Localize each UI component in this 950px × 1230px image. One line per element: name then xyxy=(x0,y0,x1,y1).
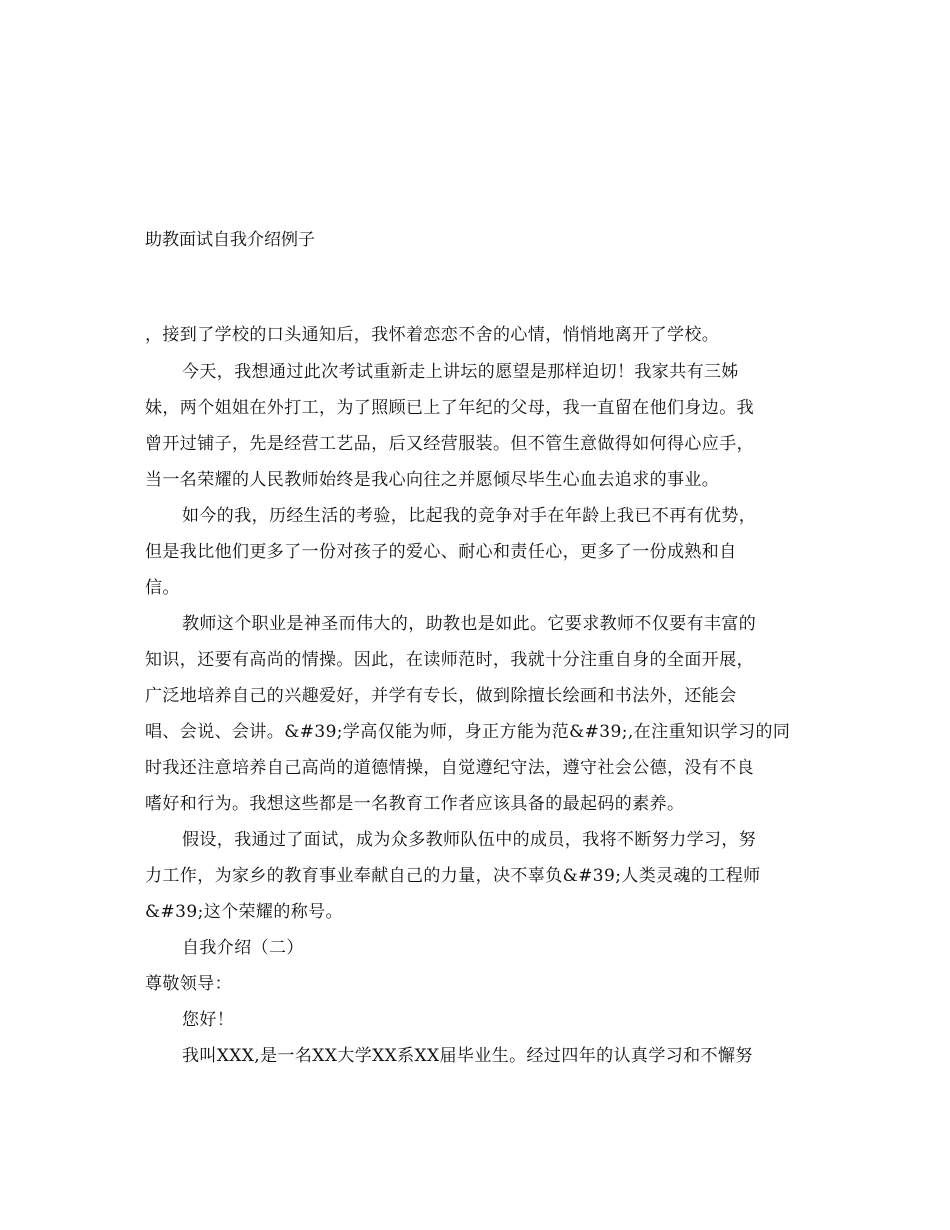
section-heading: 自我介绍（二） xyxy=(182,938,304,958)
paragraph-line: 曾开过铺子，先是经营工艺品，后又经营服装。但不管生意做得如何得心应手， xyxy=(145,434,754,454)
paragraph-line: &#39;这个荣耀的称号。 xyxy=(145,902,343,922)
paragraph-line: 教师这个职业是神圣而伟大的，助教也是如此。它要求教师不仅要有丰富的 xyxy=(182,614,757,634)
paragraph-line: 但是我比他们更多了一份对孩子的爱心、耐心和责任心，更多了一份成熟和自 xyxy=(145,542,737,562)
greeting: 您好！ xyxy=(182,1010,235,1030)
salutation: 尊敬领导： xyxy=(145,974,232,994)
paragraph-line: 广泛地培养自己的兴趣爱好，并学有专长，做到除擅长绘画和书法外，还能会 xyxy=(145,686,737,706)
paragraph-line: 我叫XXX,是一名XX大学XX系XX届毕业生。经过四年的认真学习和不懈努 xyxy=(182,1046,753,1066)
paragraph-line: 当一名荣耀的人民教师始终是我心向往之并愿倾尽毕生心血去追求的事业。 xyxy=(145,470,720,490)
paragraph-line: 妹，两个姐姐在外打工，为了照顾已上了年纪的父母，我一直留在他们身边。我 xyxy=(145,398,754,418)
paragraph-line: ，接到了学校的口头通知后，我怀着恋恋不舍的心情，悄悄地离开了学校。 xyxy=(145,325,720,345)
paragraph-line: 假设，我通过了面试，成为众多教师队伍中的成员，我将不断努力学习，努 xyxy=(182,830,757,850)
paragraph-line: 唱、会说、会讲。&#39;学高仅能为师，身正方能为范&#39;,在注重知识学习的同 xyxy=(145,722,791,742)
document-title: 助教面试自我介绍例子 xyxy=(145,230,315,250)
paragraph-line: 时我还注意培养自己高尚的道德情操，自觉遵纪守法，遵守社会公德，没有不良 xyxy=(145,758,754,778)
paragraph-line: 力工作，为家乡的教育事业奉献自己的力量，决不辜负&#39;人类灵魂的工程师 xyxy=(145,866,761,886)
paragraph-line: 知识，还要有高尚的情操。因此，在读师范时，我就十分注重自身的全面开展， xyxy=(145,650,754,670)
paragraph-line: 信。 xyxy=(145,578,180,598)
paragraph-line: 今天，我想通过此次考试重新走上讲坛的愿望是那样迫切！我家共有三姊 xyxy=(182,362,739,382)
paragraph-line: 如今的我，历经生活的考验，比起我的竞争对手在年龄上我已不再有优势， xyxy=(182,506,757,526)
paragraph-line: 嗜好和行为。我想这些都是一名教育工作者应该具备的最起码的素养。 xyxy=(145,794,685,814)
